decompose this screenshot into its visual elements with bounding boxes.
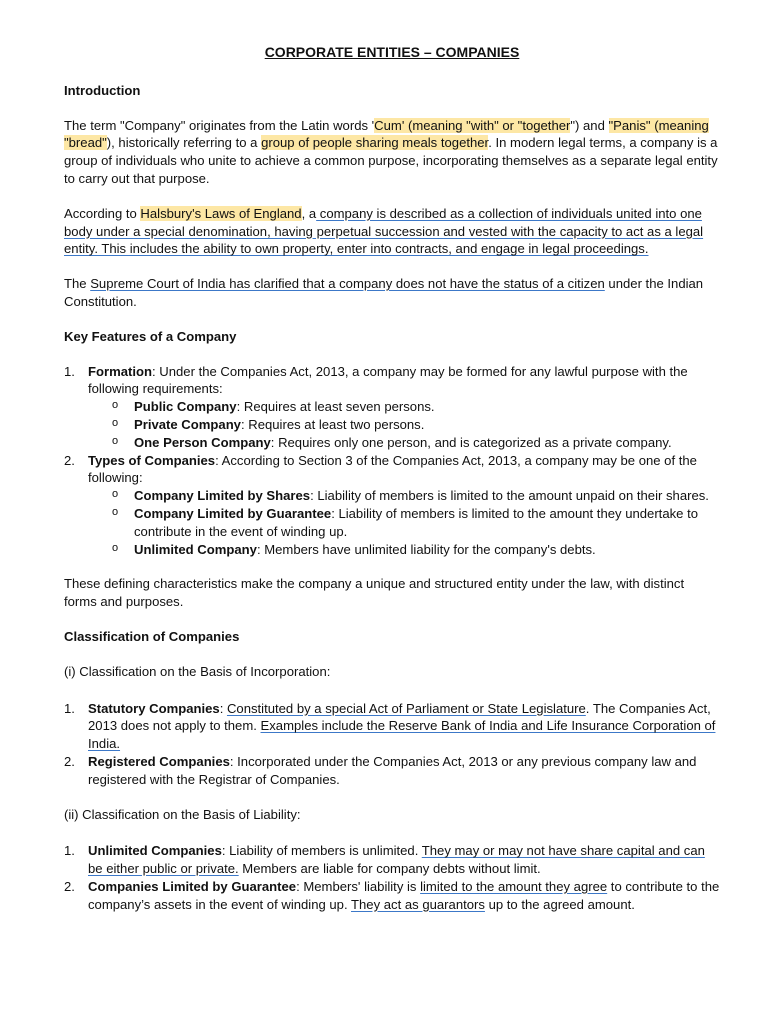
- formation-sublist: [64, 398, 720, 451]
- highlight-halsbury: Halsbury's Laws of England: [140, 205, 302, 221]
- features-closing-paragraph: These defining characteristics make the company a unique and structured entity under the law, with distinct forms and purposes.: [64, 576, 685, 610]
- underlined-text: limited to the amount they agree: [420, 878, 608, 894]
- list-item: [64, 753, 720, 789]
- bullet-icon: o: [112, 541, 119, 554]
- item-text: : Under the Companies Act, 2013, a company may be formed for any lawful purpose with the following requirements:: [88, 363, 688, 397]
- text-span: The term "Company" originates from the Latin words ': [64, 117, 375, 133]
- sub-label: Company Limited by Guarantee: [134, 505, 332, 521]
- list-item: [64, 842, 720, 878]
- highlight-panis: "Panis" (meaning "bread": [64, 117, 709, 151]
- sub-label: Public Company: [134, 399, 237, 415]
- list-item: [64, 878, 720, 914]
- text-span: ") and: [570, 117, 609, 133]
- sublist-item: [64, 398, 720, 416]
- list-number: 1.: [64, 363, 75, 379]
- list-item: [64, 363, 720, 399]
- sub-text: : Requires only one person, and is categorized as a private company.: [270, 434, 672, 450]
- intro-paragraph-2: [64, 205, 720, 258]
- text-span: :: [219, 700, 227, 716]
- text-span: . In modern legal terms, a company is a group of individuals who unite to achieve a common purpose, incorporating themselves as a separate legal entity to carry out that purpose.: [64, 135, 718, 186]
- intro-paragraph-3: [64, 275, 720, 311]
- list-number: 2.: [64, 452, 75, 468]
- underlined-supreme-court: Supreme Court of India has clarified that a company does not have the status of a citizen: [90, 276, 605, 292]
- key-features-heading: Key Features of a Company: [64, 328, 237, 344]
- bullet-icon: o: [112, 434, 119, 447]
- text-span: , a: [301, 205, 317, 221]
- item-label: Unlimited Companies: [88, 843, 222, 859]
- sublist-item: [64, 487, 720, 505]
- list-number: 1.: [64, 700, 75, 716]
- sub-text: : Liability of members is limited to the amount they undertake to contribute in the event of winding up.: [134, 505, 698, 539]
- item-label: Formation: [88, 363, 153, 379]
- types-sublist: [64, 487, 720, 558]
- sublist-item: [64, 541, 720, 559]
- bullet-icon: o: [112, 399, 119, 412]
- classification-heading: Classification of Companies: [64, 628, 240, 644]
- liability-subheading: (ii) Classification on the Basis of Liability:: [64, 806, 301, 822]
- text-span: ), historically referring to a: [106, 135, 262, 151]
- item-label: Companies Limited by Guarantee: [88, 878, 297, 894]
- highlight-cum: Cum' (meaning "with" or "together: [374, 117, 571, 133]
- intro-paragraph-1: [64, 117, 720, 188]
- incorporation-subheading: (i) Classification on the Basis of Incorporation:: [64, 663, 331, 679]
- bullet-icon: o: [112, 488, 119, 501]
- sub-label: Company Limited by Shares: [134, 488, 311, 504]
- sub-label: One Person Company: [134, 434, 271, 450]
- liability-list: [64, 842, 720, 913]
- sub-text: : Liability of members is limited to the amount unpaid on their shares.: [310, 488, 709, 504]
- bullet-icon: o: [112, 505, 119, 518]
- text-span: According to: [64, 205, 141, 221]
- text-span: . The Companies Act, 2013 does not apply to them.: [88, 700, 711, 734]
- list-number: 1.: [64, 843, 75, 859]
- bullet-icon: o: [112, 416, 119, 429]
- text-span: The: [64, 276, 91, 292]
- list-item: [64, 700, 720, 753]
- underlined-text: Examples include the Reserve Bank of India and Life Insurance Corporation of India.: [88, 718, 716, 752]
- sublist-wrapper: [64, 487, 720, 558]
- underlined-text: They act as guarantors: [351, 896, 485, 912]
- list-number: 2.: [64, 878, 75, 894]
- item-label: Statutory Companies: [88, 700, 220, 716]
- underlined-text: They may or may not have share capital and can be either public or private.: [88, 843, 705, 877]
- sublist-item: [64, 505, 720, 541]
- sub-text: : Requires at least seven persons.: [236, 399, 435, 415]
- text-span: : Members' liability is: [296, 878, 421, 894]
- incorporation-list: [64, 700, 720, 789]
- text-span: under the Indian Constitution.: [64, 276, 704, 309]
- text-span: : Liability of members is unlimited.: [221, 843, 422, 859]
- sublist-item: [64, 434, 720, 452]
- sublist-item: [64, 416, 720, 434]
- list-number: 2.: [64, 753, 75, 769]
- underlined-definition: company is described as a collection of individuals united into one body under a special denomination, having perpetual succession and vested with the capacity to act as a legal entity. This includes the ability to own property, enter into contracts, and engage in legal proceedings.: [64, 205, 704, 257]
- introduction-heading: Introduction: [64, 82, 141, 98]
- features-list: [64, 363, 720, 559]
- document-title: CORPORATE ENTITIES – COMPANIES: [264, 44, 520, 60]
- text-span: up to the agreed amount.: [484, 896, 635, 912]
- sub-text: : Members have unlimited liability for the company's debts.: [256, 541, 596, 557]
- sublist-wrapper: [64, 398, 720, 451]
- underlined-text: Constituted by a special Act of Parliament or State Legislature: [226, 700, 586, 716]
- item-text: : Incorporated under the Companies Act, 2013 or any previous company law and registered with the Registrar of Companies.: [88, 753, 697, 787]
- list-item: [64, 452, 720, 488]
- sub-text: : Requires at least two persons.: [240, 416, 425, 432]
- text-span: to contribute to the company’s assets in the event of winding up.: [88, 878, 720, 912]
- sub-label: Unlimited Company: [134, 541, 257, 557]
- sub-label: Private Company: [134, 416, 241, 432]
- item-label: Types of Companies: [88, 452, 216, 468]
- item-label: Registered Companies: [88, 753, 230, 769]
- highlight-group: group of people sharing meals together: [261, 135, 489, 151]
- text-span: Members are liable for company debts without limit.: [238, 861, 541, 877]
- item-text: : According to Section 3 of the Companies Act, 2013, a company may be one of the following:: [88, 452, 697, 486]
